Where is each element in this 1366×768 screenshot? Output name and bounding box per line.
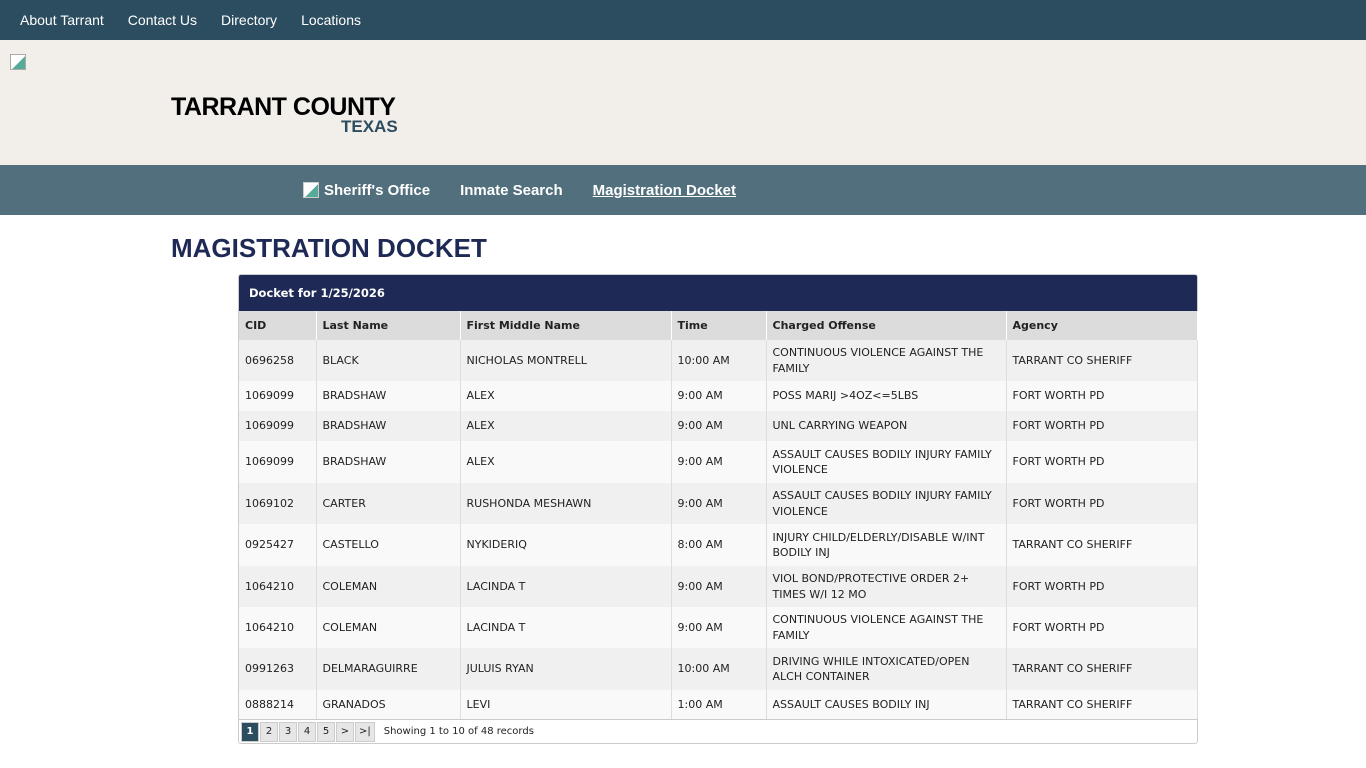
table-cell: FORT WORTH PD bbox=[1006, 566, 1197, 607]
broken-image-icon bbox=[10, 54, 26, 70]
table-cell: FORT WORTH PD bbox=[1006, 441, 1197, 483]
nav-directory[interactable]: Directory bbox=[221, 12, 278, 28]
pagination bbox=[239, 719, 1197, 743]
table-cell: 1:00 AM bbox=[671, 690, 766, 719]
table-cell: ASSAULT CAUSES BODILY INJ bbox=[766, 690, 1006, 719]
table-cell: VIOL BOND/PROTECTIVE ORDER 2+ TIMES W/I 12 MO bbox=[766, 566, 1006, 607]
top-nav bbox=[0, 0, 1366, 40]
table-row bbox=[239, 441, 1197, 483]
table-cell: BRADSHAW bbox=[316, 441, 460, 483]
table-cell: 1064210 bbox=[239, 607, 316, 648]
table-cell: CONTINUOUS VIOLENCE AGAINST THE FAMILY bbox=[766, 607, 1006, 648]
table-cell: COLEMAN bbox=[316, 566, 460, 607]
column-header[interactable]: Time bbox=[671, 311, 766, 340]
table-cell: FORT WORTH PD bbox=[1006, 381, 1197, 411]
table-row bbox=[239, 483, 1197, 524]
records-info: Showing 1 to 10 of 48 records bbox=[383, 726, 534, 737]
table-cell: 0888214 bbox=[239, 690, 316, 719]
table-cell: ASSAULT CAUSES BODILY INJURY FAMILY VIOLENCE bbox=[766, 441, 1006, 483]
page-button[interactable]: 2 bbox=[260, 722, 278, 742]
docket-panel bbox=[238, 274, 1198, 744]
table-cell: 0696258 bbox=[239, 340, 316, 381]
table-cell: INJURY CHILD/ELDERLY/DISABLE W/INT BODILY INJ bbox=[766, 524, 1006, 566]
table-cell: BRADSHAW bbox=[316, 381, 460, 411]
table-cell: ALEX bbox=[460, 381, 671, 411]
table-cell: CARTER bbox=[316, 483, 460, 524]
table-cell: 0991263 bbox=[239, 648, 316, 690]
table-cell: BLACK bbox=[316, 340, 460, 381]
table-cell: TARRANT CO SHERIFF bbox=[1006, 648, 1197, 690]
table-cell: COLEMAN bbox=[316, 607, 460, 648]
table-cell: 10:00 AM bbox=[671, 340, 766, 381]
docket-table bbox=[239, 311, 1198, 719]
table-cell: CONTINUOUS VIOLENCE AGAINST THE FAMILY bbox=[766, 340, 1006, 381]
column-header[interactable]: Charged Offense bbox=[766, 311, 1006, 340]
table-cell: DELMARAGUIRRE bbox=[316, 648, 460, 690]
table-cell: ASSAULT CAUSES BODILY INJURY FAMILY VIOLENCE bbox=[766, 483, 1006, 524]
table-cell: 1069102 bbox=[239, 483, 316, 524]
table-cell: NICHOLAS MONTRELL bbox=[460, 340, 671, 381]
table-cell: 8:00 AM bbox=[671, 524, 766, 566]
table-cell: ALEX bbox=[460, 411, 671, 441]
column-header[interactable]: CID bbox=[239, 311, 316, 340]
table-cell: NYKIDERIQ bbox=[460, 524, 671, 566]
table-cell: FORT WORTH PD bbox=[1006, 607, 1197, 648]
table-cell: 10:00 AM bbox=[671, 648, 766, 690]
table-cell: 9:00 AM bbox=[671, 381, 766, 411]
table-cell: 9:00 AM bbox=[671, 607, 766, 648]
banner bbox=[0, 40, 1366, 165]
table-cell: GRANADOS bbox=[316, 690, 460, 719]
table-cell: BRADSHAW bbox=[316, 411, 460, 441]
column-header[interactable]: Last Name bbox=[316, 311, 460, 340]
page-title: MAGISTRATION DOCKET bbox=[171, 233, 487, 263]
table-cell: 9:00 AM bbox=[671, 441, 766, 483]
table-cell: 1069099 bbox=[239, 381, 316, 411]
page-button[interactable]: 1 bbox=[241, 722, 259, 742]
page-button[interactable]: 3 bbox=[279, 722, 297, 742]
nav-inmate-search[interactable]: Inmate Search bbox=[460, 181, 563, 199]
docket-heading: Docket for 1/25/2026 bbox=[239, 275, 1197, 311]
nav-magistration-docket[interactable]: Magistration Docket bbox=[592, 181, 736, 199]
table-row bbox=[239, 607, 1197, 648]
table-cell: TARRANT CO SHERIFF bbox=[1006, 690, 1197, 719]
table-cell: 9:00 AM bbox=[671, 411, 766, 441]
table-cell: POSS MARIJ >4OZ<=5LBS bbox=[766, 381, 1006, 411]
nav-locations[interactable]: Locations bbox=[301, 12, 361, 28]
nav-label: Sheriff's Office bbox=[324, 181, 431, 199]
broken-image-icon bbox=[303, 182, 319, 198]
table-cell: 9:00 AM bbox=[671, 566, 766, 607]
county-title: TARRANT COUNTY bbox=[171, 93, 396, 121]
table-cell: JULUIS RYAN bbox=[460, 648, 671, 690]
table-cell: TARRANT CO SHERIFF bbox=[1006, 340, 1197, 381]
nav-contact-us[interactable]: Contact Us bbox=[127, 12, 198, 28]
table-row bbox=[239, 566, 1197, 607]
table-cell: UNL CARRYING WEAPON bbox=[766, 411, 1006, 441]
table-cell: CASTELLO bbox=[316, 524, 460, 566]
page-button[interactable]: > bbox=[336, 722, 354, 742]
nav-about-tarrant[interactable]: About Tarrant bbox=[20, 12, 104, 28]
table-row bbox=[239, 690, 1197, 719]
table-cell: ALEX bbox=[460, 441, 671, 483]
page-button[interactable]: 5 bbox=[317, 722, 335, 742]
table-row bbox=[239, 340, 1197, 381]
nav-sheriffs-office[interactable] bbox=[303, 182, 430, 199]
table-cell: 1064210 bbox=[239, 566, 316, 607]
table-cell: LACINDA T bbox=[460, 607, 671, 648]
table-cell: LEVI bbox=[460, 690, 671, 719]
table-cell: LACINDA T bbox=[460, 566, 671, 607]
table-cell: 1069099 bbox=[239, 411, 316, 441]
table-cell: TARRANT CO SHERIFF bbox=[1006, 524, 1197, 566]
table-row bbox=[239, 381, 1197, 411]
table-cell: FORT WORTH PD bbox=[1006, 411, 1197, 441]
page-button[interactable]: 4 bbox=[298, 722, 316, 742]
table-row bbox=[239, 524, 1197, 566]
page-button[interactable]: >| bbox=[355, 722, 375, 742]
table-cell: DRIVING WHILE INTOXICATED/OPEN ALCH CONTAINER bbox=[766, 648, 1006, 690]
state-subtitle: TEXAS bbox=[341, 117, 398, 136]
sub-nav bbox=[0, 165, 1366, 215]
column-header[interactable]: Agency bbox=[1006, 311, 1197, 340]
table-cell: RUSHONDA MESHAWN bbox=[460, 483, 671, 524]
table-cell: 0925427 bbox=[239, 524, 316, 566]
table-row bbox=[239, 411, 1197, 441]
table-cell: 1069099 bbox=[239, 441, 316, 483]
column-header[interactable]: First Middle Name bbox=[460, 311, 671, 340]
table-cell: 9:00 AM bbox=[671, 483, 766, 524]
table-cell: FORT WORTH PD bbox=[1006, 483, 1197, 524]
table-row bbox=[239, 648, 1197, 690]
